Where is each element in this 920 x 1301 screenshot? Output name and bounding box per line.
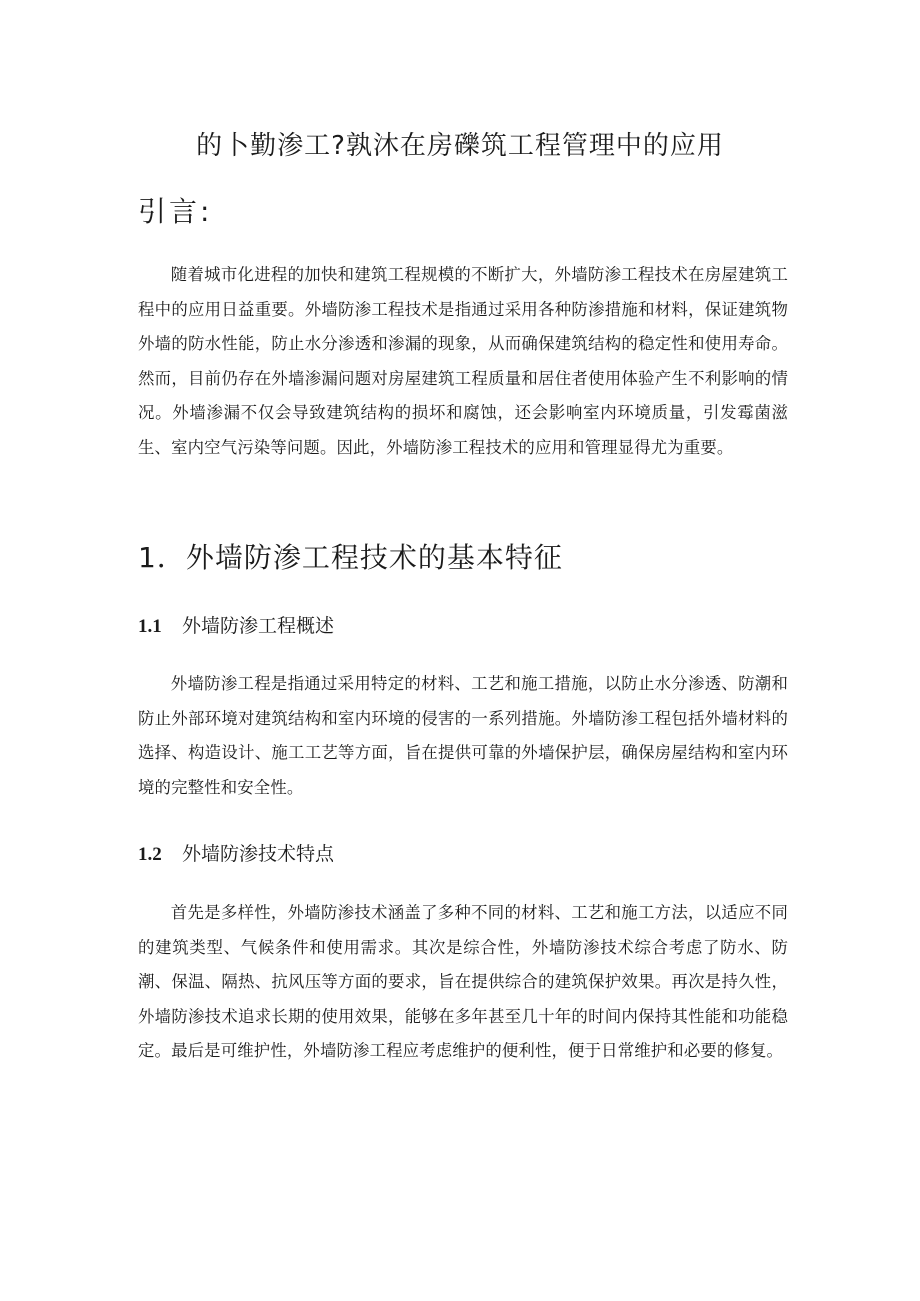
subsection-title: 外墙防渗技术特点 (182, 843, 335, 865)
subsection-1-2-heading (138, 838, 334, 871)
intro-heading: 引言: (138, 195, 213, 228)
subsection-1-1-heading (138, 610, 334, 643)
intro-paragraph: 随着城市化进程的加快和建筑工程规模的不断扩大，外墙防渗工程技术在房屋建筑工程中的应用日益重要。外墙防渗工程技术是指通过采用各种防渗措施和材料，保证建筑物外墙的防水性能，防止水分渗透和渗漏的现象，从而确保建筑结构的稳定性和使用寿命。然而，目前仍存在外墙渗漏问题对房屋建筑工程质量和居住者使用体验产生不利影响的情况。外墙渗漏不仅会导致建筑结构的损坏和腐蚀，还会影响室内环境质量，引发霉菌滋生、室内空气污染等问题。因此，外墙防渗工程技术的应用和管理显得尤为重要。 (138, 265, 788, 457)
subsection-number: 1.2 (138, 844, 162, 865)
document-title: 的卜勤渗工?孰沐在房礫筑工程管理中的应用 (196, 131, 724, 161)
section-1-heading: 1．外墙防渗工程技术的基本特征 (138, 541, 563, 574)
subsection-1-2-paragraph: 首先是多样性，外墙防渗技术涵盖了多种不同的材料、工艺和施工方法，以适应不同的建筑类型、气候条件和使用需求。其次是综合性，外墙防渗技术综合考虑了防水、防潮、保温、隔热、抗风压等方面的要求，旨在提供综合的建筑保护效果。再次是持久性，外墙防渗技术追求长期的使用效果，能够在多年甚至几十年的时间内保持其性能和功能稳定。最后是可维护性，外墙防渗工程应考虑维护的便利性，便于日常维护和必要的修复。 (138, 903, 788, 1061)
subsection-number: 1.1 (138, 616, 162, 637)
subsection-title: 外墙防渗工程概述 (182, 615, 335, 637)
subsection-1-1-paragraph: 外墙防渗工程是指通过采用特定的材料、工艺和施工措施，以防止水分渗透、防潮和防止外部环境对建筑结构和室内环境的侵害的一系列措施。外墙防渗工程包括外墙材料的选择、构造设计、施工工艺等方面，旨在提供可靠的外墙保护层，确保房屋结构和室内环境的完整性和安全性。 (138, 674, 788, 797)
